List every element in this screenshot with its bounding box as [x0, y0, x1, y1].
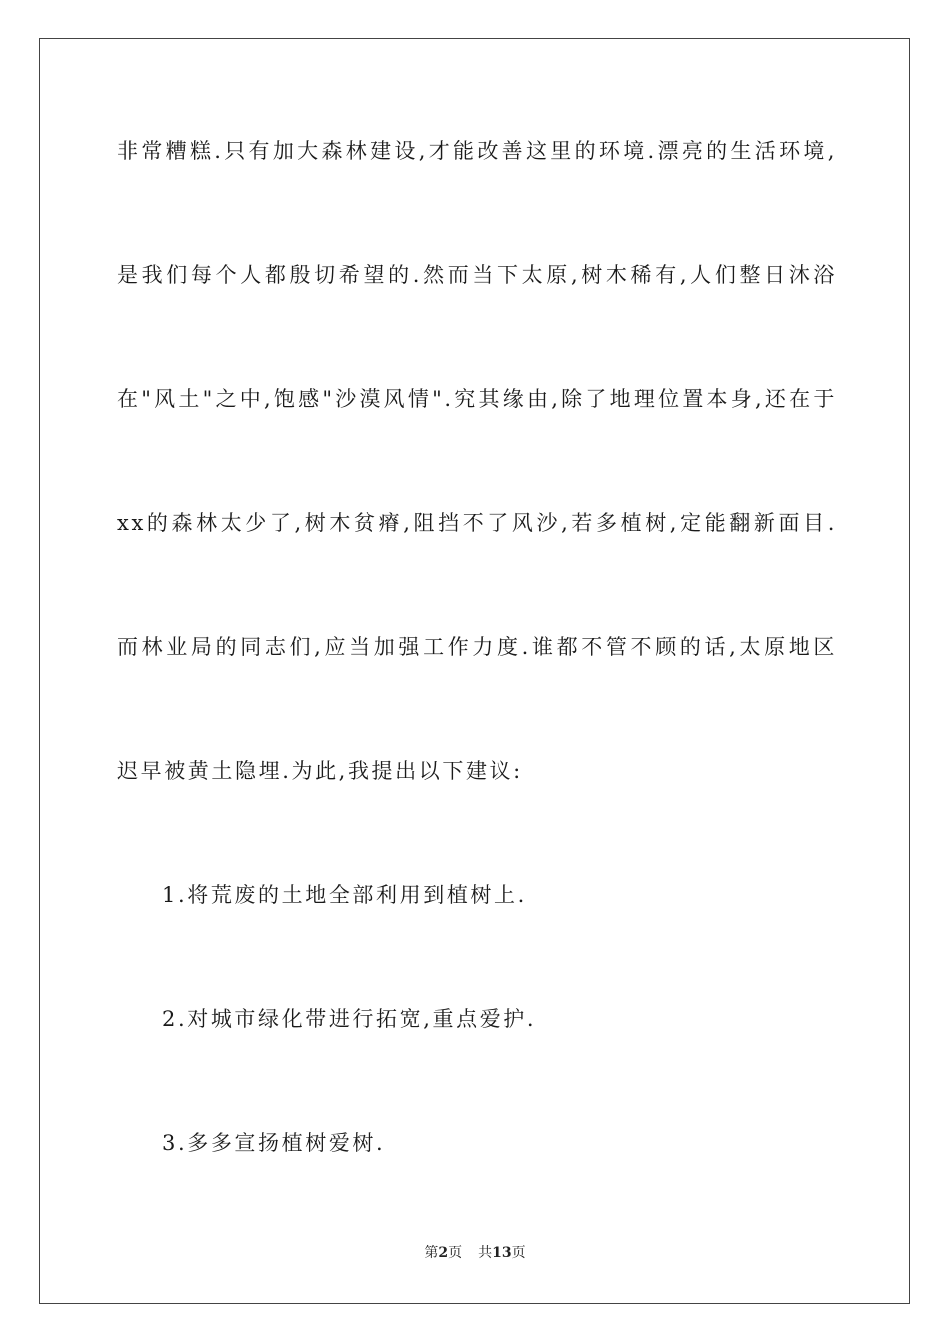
paragraph-line-3: 在"风土"之中,饱感"沙漠风情".究其缘由,除了地理位置本身,还在于 [117, 387, 837, 411]
page-frame [39, 38, 910, 1304]
total-suffix: 页 [511, 1245, 526, 1261]
paragraph-line-2: 是我们每个人都殷切希望的.然而当下太原,树木稀有,人们整日沐浴 [117, 263, 837, 287]
paragraph-line-6: 迟早被黄土隐埋.为此,我提出以下建议: [117, 759, 523, 783]
paragraph-line-5: 而林业局的同志们,应当加强工作力度.谁都不管不顾的话,太原地区 [117, 635, 837, 659]
page-number: 2 [438, 1245, 449, 1261]
page-footer [0, 1244, 950, 1262]
page-suffix: 页 [448, 1245, 463, 1261]
suggestion-item-1: 1.将荒废的土地全部利用到植树上. [162, 883, 527, 907]
total-prefix: 共 [478, 1245, 493, 1261]
paragraph-line-1: 非常糟糕.只有加大森林建设,才能改善这里的环境.漂亮的生活环境, [117, 139, 837, 163]
paragraph-line-4: xx的森林太少了,树木贫瘠,阻挡不了风沙,若多植树,定能翻新面目. [117, 511, 837, 535]
suggestion-item-2: 2.对城市绿化带进行拓宽,重点爱护. [162, 1007, 537, 1031]
page-prefix: 第 [424, 1245, 439, 1261]
suggestion-item-3: 3.多多宣扬植树爱树. [162, 1131, 386, 1155]
total-pages: 13 [492, 1245, 512, 1261]
